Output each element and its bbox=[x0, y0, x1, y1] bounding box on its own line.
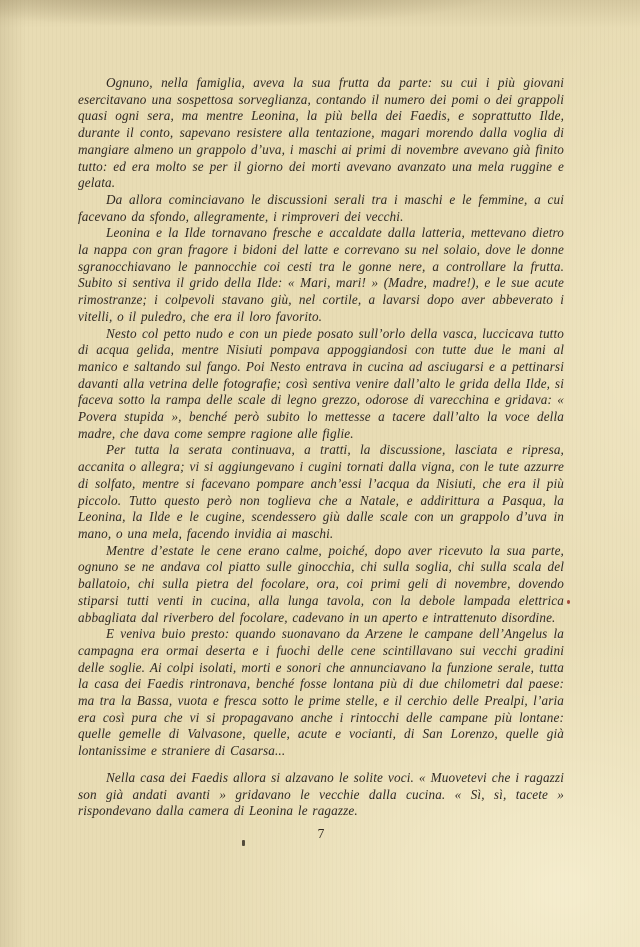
paragraph-1: Ognuno, nella famiglia, aveva la sua frutta da parte: su cui i più giovani esercitavano una sospettosa sorveglianza, contando il numero dei pomi o dei grappoli quasi ogni sera, ma mentre Leonina, la più bella dei Faedis, e soprattutto Ilde, durante il conto, sapevano resistere alla tentazione, magari morendo dalla voglia di mangiare almeno un grappolo d’uva, i maschi ai primi di novembre avevano già finito tutto: ed era molto se per il giorno dei morti avevano avanzato una mela ruggine e gelata. bbox=[78, 75, 564, 191]
paragraph-3: Leonina e la Ilde tornavano fresche e accaldate dalla latteria, mettevano dietro la nappa con gran fragore i bidoni del latte e correvano su nel solaio, dove le donne sgranocchiavano le pannocchie coi cesti tra le gonne nere, a controllare la frutta. Subito si sentiva il grido della Ilde: « Mari, mari! » (Madre, madre!), e le sue acute rimostranze; i colpevoli stavano giù, nel cortile, a lavarsi dopo aver abbeverato i vitelli, o il puledro, che era il loro favorito. bbox=[78, 225, 564, 324]
page-number: 7 bbox=[317, 826, 325, 841]
paragraph-7: E veniva buio presto: quando suonavano da Arzene le campane dell’Angelus la campagna era ormai deserta e i fuochi delle cene scintillavano sui vecchi gradini delle soglie. Ai colpi isolati, morti e sonori che annunciavano la funzione serale, tutta la casa dei Faedis rintronava, benché fosse lontana più di due chilometri dal paese: ma tra la Bassa, vuota e fresca sotto le prime stelle, e il cerchio delle Prealpi, l’aria era così pura che vi si propagavano anche i rintocchi delle campane più lontane: quelle gemelle di Valvasone, quelle, acute e vocianti, di San Lorenzo, quelle già lontanissime e straniere di Casarsa... bbox=[78, 626, 564, 759]
page-text-block bbox=[78, 75, 564, 820]
paragraph-2: Da allora cominciavano le discussioni serali tra i maschi e le femmine, a cui facevano da sfondo, allegramente, i rimproveri dei vecchi. bbox=[78, 191, 564, 224]
paragraph-4: Nesto col petto nudo e con un piede posato sull’orlo della vasca, luccicava tutto di acqua gelida, mentre Nisiuti pompava appoggiandosi con tutte due le mani al manico e saltando sul fango. Poi Nesto entrava in cucina ad asciugarsi e a pettinarsi davanti alla vetrina delle fotografie; così sentiva venire dall’alto le grida della Ilde, si faceva sotto la rampa delle scale di legno grezzo, odorose di varecchina e gridava: « Povera stupida », benché però subito lo mettesse a tacere dall’alto la voce della madre, che dava come sempre ragione alle figlie. bbox=[78, 325, 564, 441]
paragraph-8: Nella casa dei Faedis allora si alzavano le solite voci. « Muovetevi che i ragazzi son già andati avanti » gridavano le vecchie dalla cucina. « Sì, sì, tacete » rispondevano dalla camera di Leonina le ragazze. bbox=[78, 769, 564, 819]
paragraph-5: Per tutta la serata continuava, a tratti, la discussione, lasciata e ripresa, accanita o allegra; vi si aggiungevano i cugini tornati dalla vigna, con le tute azzurre di solfato, mentre si facevano pompare anch’essi l’acqua da Nisiuti, che era il più piccolo. Tutto questo però non toglieva che a Natale, e addirittura a Pasqua, la Leonina, la Ilde e le cugine, scendessero giù dalle scale con un grappolo d’uva in mano, o una mela, facendo invidia ai maschi. bbox=[78, 442, 564, 541]
paper-speck-red bbox=[567, 600, 570, 604]
paragraph-6: Mentre d’estate le cene erano calme, poiché, dopo aver ricevuto la sua parte, ognuno se ne andava col piatto sulle ginocchia, chi sulla soglia, chi sulla scala del ballatoio, chi sulla pietra del focolare, ora, coi primi geli di novembre, dovendo stiparsi tutti venti in cucina, alla lunga tavola, con la debole lampada elettrica abbagliata dal riverbero del focolare, cadevano in un aperto e intrattenuto disordine. bbox=[78, 542, 564, 625]
